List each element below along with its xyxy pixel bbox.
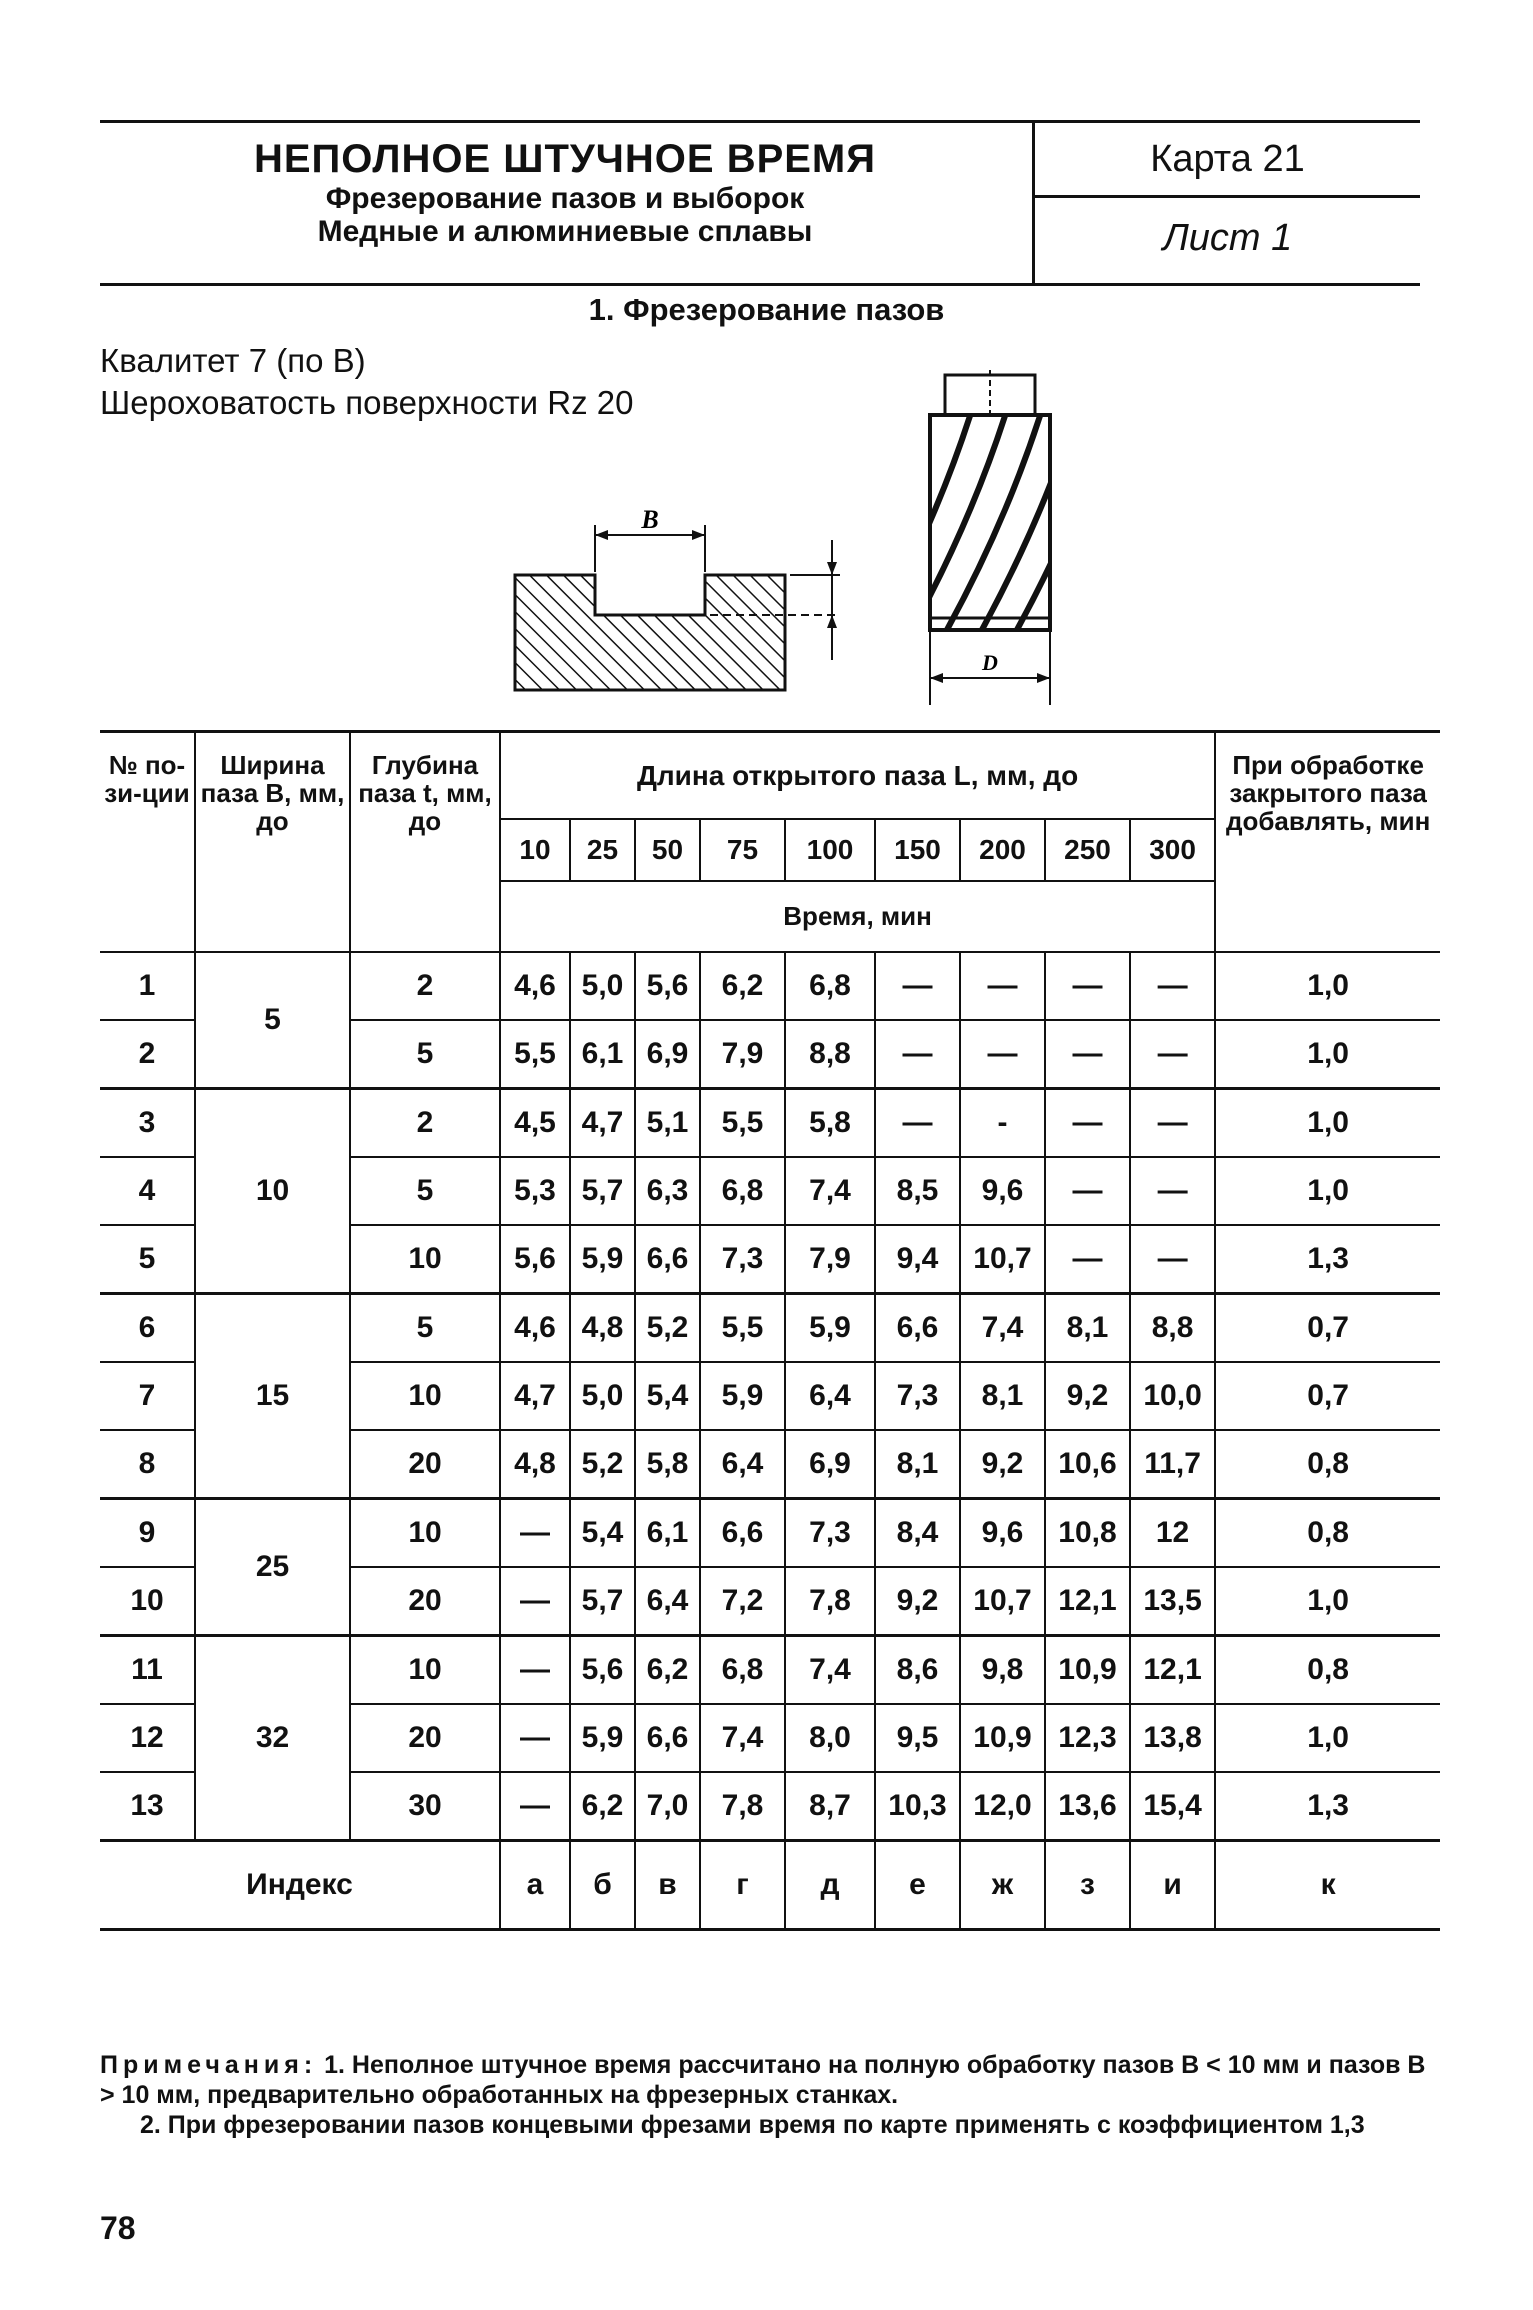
index-cell: а bbox=[500, 1841, 570, 1930]
time-value-cell: 6,1 bbox=[635, 1499, 700, 1568]
time-value-cell: 10,9 bbox=[1045, 1636, 1130, 1705]
slot-sketch bbox=[500, 360, 1120, 710]
header-closed-slot-add: При обработке закрытого паза добавлять, мин bbox=[1215, 732, 1440, 953]
position-cell: 4 bbox=[100, 1157, 195, 1225]
time-value-cell: 4,7 bbox=[570, 1089, 635, 1158]
header-title: НЕПОЛНОЕ ШТУЧНОЕ ВРЕМЯ bbox=[253, 137, 877, 181]
time-value-cell: 7,8 bbox=[785, 1567, 875, 1636]
time-value-cell: 5,8 bbox=[785, 1089, 875, 1158]
table-row bbox=[100, 1294, 1440, 1363]
table-row bbox=[100, 1089, 1440, 1158]
index-cell: ж bbox=[960, 1841, 1045, 1930]
time-value-cell: — bbox=[1130, 1157, 1215, 1225]
time-value-cell: 7,3 bbox=[875, 1362, 960, 1430]
closed-slot-add-cell: 1,0 bbox=[1215, 1157, 1440, 1225]
slot-width-cell: 32 bbox=[195, 1636, 350, 1841]
time-value-cell: — bbox=[500, 1567, 570, 1636]
header-title-block bbox=[100, 123, 1030, 283]
time-value-cell: 5,6 bbox=[500, 1225, 570, 1294]
header-card-block bbox=[1035, 123, 1420, 283]
note-1 bbox=[100, 2050, 1440, 2110]
time-value-cell: 10,7 bbox=[960, 1225, 1045, 1294]
index-cell: г bbox=[700, 1841, 785, 1930]
time-value-cell: 6,6 bbox=[875, 1294, 960, 1363]
time-value-cell: 5,9 bbox=[700, 1362, 785, 1430]
index-cell: е bbox=[875, 1841, 960, 1930]
slot-depth-cell: 20 bbox=[350, 1704, 500, 1772]
header-slot-width: Ширина паза B, мм, до bbox=[195, 732, 350, 953]
time-value-cell: 10,0 bbox=[1130, 1362, 1215, 1430]
index-cell: и bbox=[1130, 1841, 1215, 1930]
time-value-cell: 13,6 bbox=[1045, 1772, 1130, 1841]
time-value-cell: 6,4 bbox=[785, 1362, 875, 1430]
header-subtitle-operation: Фрезерование пазов и выборок bbox=[325, 182, 805, 215]
time-value-cell: 10,3 bbox=[875, 1772, 960, 1841]
time-value-cell: 5,2 bbox=[635, 1294, 700, 1363]
time-value-cell: 9,6 bbox=[960, 1157, 1045, 1225]
card-header bbox=[100, 120, 1420, 286]
time-value-cell: — bbox=[1045, 1089, 1130, 1158]
header-open-slot-length: Длина открытого паза L, мм, до bbox=[500, 732, 1215, 820]
index-cell: д bbox=[785, 1841, 875, 1930]
time-value-cell: 15,4 bbox=[1130, 1772, 1215, 1841]
time-value-cell: 9,4 bbox=[875, 1225, 960, 1294]
header-position: № по-зи-ции bbox=[100, 732, 195, 953]
time-value-cell: — bbox=[500, 1772, 570, 1841]
slot-width-label: B bbox=[641, 505, 659, 534]
time-value-cell: 5,9 bbox=[570, 1704, 635, 1772]
section-title: 1. Фрезерование пазов bbox=[588, 292, 945, 327]
time-value-cell: 5,6 bbox=[635, 952, 700, 1020]
time-value-cell: 9,8 bbox=[960, 1636, 1045, 1705]
time-value-cell: 10,8 bbox=[1045, 1499, 1130, 1568]
time-value-cell: 5,5 bbox=[500, 1020, 570, 1089]
time-value-cell: 5,4 bbox=[570, 1499, 635, 1568]
slot-depth-cell: 5 bbox=[350, 1157, 500, 1225]
length-header-cell: 100 bbox=[785, 819, 875, 881]
position-cell: 6 bbox=[100, 1294, 195, 1363]
time-value-cell: 5,0 bbox=[570, 952, 635, 1020]
time-value-cell: 8,5 bbox=[875, 1157, 960, 1225]
table-row bbox=[100, 952, 1440, 1020]
time-value-cell: 4,8 bbox=[500, 1430, 570, 1499]
note-1-text: 1. Неполное штучное время рассчитано на полную обработку пазов B < 10 мм и пазов B > 10 мм, предварительно обработанных на фрезерных станках. bbox=[100, 2051, 1426, 2109]
time-value-cell: 8,1 bbox=[960, 1362, 1045, 1430]
time-value-cell: 5,4 bbox=[635, 1362, 700, 1430]
closed-slot-add-cell: 1,0 bbox=[1215, 1567, 1440, 1636]
header-slot-depth: Глубина паза t, мм, до bbox=[350, 732, 500, 953]
time-value-cell: — bbox=[1045, 952, 1130, 1020]
position-cell: 2 bbox=[100, 1020, 195, 1089]
closed-slot-add-cell: 1,0 bbox=[1215, 1020, 1440, 1089]
slot-depth-cell: 10 bbox=[350, 1225, 500, 1294]
time-value-cell: 6,2 bbox=[635, 1636, 700, 1705]
time-value-cell: 9,5 bbox=[875, 1704, 960, 1772]
time-value-cell: 9,6 bbox=[960, 1499, 1045, 1568]
index-label: Индекс bbox=[100, 1841, 500, 1930]
time-value-cell: 6,9 bbox=[635, 1020, 700, 1089]
closed-slot-add-cell: 0,8 bbox=[1215, 1499, 1440, 1568]
time-value-cell: 8,1 bbox=[1045, 1294, 1130, 1363]
time-value-cell: 13,5 bbox=[1130, 1567, 1215, 1636]
time-value-cell: 6,3 bbox=[635, 1157, 700, 1225]
time-value-cell: 4,6 bbox=[500, 952, 570, 1020]
time-value-cell: 6,2 bbox=[700, 952, 785, 1020]
length-header-cell: 150 bbox=[875, 819, 960, 881]
time-value-cell: 6,6 bbox=[635, 1704, 700, 1772]
time-value-cell: 4,6 bbox=[500, 1294, 570, 1363]
position-cell: 9 bbox=[100, 1499, 195, 1568]
closed-slot-add-cell: 1,0 bbox=[1215, 1089, 1440, 1158]
time-value-cell: 7,4 bbox=[785, 1157, 875, 1225]
time-value-cell: 6,8 bbox=[700, 1636, 785, 1705]
slot-depth-cell: 10 bbox=[350, 1636, 500, 1705]
time-value-cell: 8,1 bbox=[875, 1430, 960, 1499]
cutter-diameter-label: D bbox=[982, 650, 998, 675]
header-time: Время, мин bbox=[500, 881, 1215, 952]
time-value-cell: 8,6 bbox=[875, 1636, 960, 1705]
time-value-cell: 5,8 bbox=[635, 1430, 700, 1499]
slot-depth-cell: 30 bbox=[350, 1772, 500, 1841]
closed-slot-add-cell: 0,7 bbox=[1215, 1294, 1440, 1363]
time-value-cell: 4,5 bbox=[500, 1089, 570, 1158]
length-header-cell: 75 bbox=[700, 819, 785, 881]
time-value-cell: 5,5 bbox=[700, 1089, 785, 1158]
time-value-cell: 7,4 bbox=[960, 1294, 1045, 1363]
index-cell: б bbox=[570, 1841, 635, 1930]
position-cell: 3 bbox=[100, 1089, 195, 1158]
index-cell: в bbox=[635, 1841, 700, 1930]
time-value-cell: 6,1 bbox=[570, 1020, 635, 1089]
slot-width-cell: 5 bbox=[195, 952, 350, 1089]
slot-depth-cell: 20 bbox=[350, 1430, 500, 1499]
time-value-cell: 12,0 bbox=[960, 1772, 1045, 1841]
slot-depth-cell: 5 bbox=[350, 1294, 500, 1363]
notes-lead: Примечания: bbox=[100, 2051, 318, 2079]
slot-width-cell: 15 bbox=[195, 1294, 350, 1499]
time-value-cell: 7,3 bbox=[785, 1499, 875, 1568]
time-value-cell: — bbox=[1130, 952, 1215, 1020]
surface-roughness: Шероховатость поверхности Rz 20 bbox=[100, 384, 634, 421]
slot-depth-cell: 2 bbox=[350, 952, 500, 1020]
time-value-cell: 5,5 bbox=[700, 1294, 785, 1363]
position-cell: 8 bbox=[100, 1430, 195, 1499]
slot-width-dimension bbox=[595, 505, 705, 572]
time-value-cell: 6,8 bbox=[700, 1157, 785, 1225]
time-value-cell: 6,6 bbox=[635, 1225, 700, 1294]
position-cell: 11 bbox=[100, 1636, 195, 1705]
time-value-cell: 5,2 bbox=[570, 1430, 635, 1499]
slot-depth-cell: 5 bbox=[350, 1020, 500, 1089]
time-value-cell: 8,7 bbox=[785, 1772, 875, 1841]
time-value-cell: — bbox=[875, 952, 960, 1020]
time-value-cell: 5,0 bbox=[570, 1362, 635, 1430]
table-row bbox=[100, 1499, 1440, 1568]
time-value-cell: 8,8 bbox=[785, 1020, 875, 1089]
position-cell: 5 bbox=[100, 1225, 195, 1294]
slot-depth-cell: 10 bbox=[350, 1362, 500, 1430]
closed-slot-add-cell: 1,0 bbox=[1215, 952, 1440, 1020]
position-cell: 7 bbox=[100, 1362, 195, 1430]
time-value-cell: 7,9 bbox=[785, 1225, 875, 1294]
slot-depth-cell: 10 bbox=[350, 1499, 500, 1568]
time-value-cell: 5,6 bbox=[570, 1636, 635, 1705]
closed-slot-add-cell: 1,3 bbox=[1215, 1772, 1440, 1841]
sheet-number: Лист 1 bbox=[1162, 217, 1293, 259]
time-value-cell: 8,0 bbox=[785, 1704, 875, 1772]
time-value-cell: 4,8 bbox=[570, 1294, 635, 1363]
page-number: 78 bbox=[100, 2210, 136, 2246]
closed-slot-add-cell: 0,8 bbox=[1215, 1636, 1440, 1705]
time-value-cell: - bbox=[960, 1089, 1045, 1158]
index-cell: з bbox=[1045, 1841, 1130, 1930]
length-header-cell: 250 bbox=[1045, 819, 1130, 881]
time-value-cell: 7,3 bbox=[700, 1225, 785, 1294]
time-value-cell: 6,8 bbox=[785, 952, 875, 1020]
time-table-body bbox=[100, 952, 1440, 1930]
end-mill-cutter bbox=[860, 370, 1115, 705]
time-value-cell: 12,1 bbox=[1045, 1567, 1130, 1636]
table-row bbox=[100, 1636, 1440, 1705]
time-value-cell: — bbox=[1130, 1089, 1215, 1158]
closed-slot-add-cell: 1,0 bbox=[1215, 1704, 1440, 1772]
position-cell: 12 bbox=[100, 1704, 195, 1772]
index-cell: к bbox=[1215, 1841, 1440, 1930]
time-value-cell: 12,1 bbox=[1130, 1636, 1215, 1705]
time-value-cell: 4,7 bbox=[500, 1362, 570, 1430]
time-value-cell: — bbox=[960, 1020, 1045, 1089]
time-value-cell: 6,2 bbox=[570, 1772, 635, 1841]
time-value-cell: 6,4 bbox=[700, 1430, 785, 1499]
position-cell: 10 bbox=[100, 1567, 195, 1636]
time-value-cell: 11,7 bbox=[1130, 1430, 1215, 1499]
time-value-cell: 10,9 bbox=[960, 1704, 1045, 1772]
closed-slot-add-cell: 1,3 bbox=[1215, 1225, 1440, 1294]
time-value-cell: — bbox=[1130, 1020, 1215, 1089]
time-value-cell: — bbox=[500, 1499, 570, 1568]
time-value-cell: 10,6 bbox=[1045, 1430, 1130, 1499]
time-value-cell: — bbox=[1045, 1157, 1130, 1225]
workpiece-section bbox=[515, 575, 785, 690]
time-value-cell: — bbox=[875, 1089, 960, 1158]
time-value-cell: 7,9 bbox=[700, 1020, 785, 1089]
time-value-cell: — bbox=[1130, 1225, 1215, 1294]
time-value-cell: 12 bbox=[1130, 1499, 1215, 1568]
quality-grade: Квалитет 7 (по В) bbox=[100, 342, 366, 379]
position-cell: 1 bbox=[100, 952, 195, 1020]
time-value-cell: 7,4 bbox=[785, 1636, 875, 1705]
time-table bbox=[100, 730, 1440, 1931]
time-table-wrapper bbox=[100, 730, 1440, 1931]
time-value-cell: 5,3 bbox=[500, 1157, 570, 1225]
time-value-cell: 5,9 bbox=[570, 1225, 635, 1294]
time-value-cell: 5,7 bbox=[570, 1157, 635, 1225]
time-value-cell: 12,3 bbox=[1045, 1704, 1130, 1772]
position-cell: 13 bbox=[100, 1772, 195, 1841]
time-value-cell: 10,7 bbox=[960, 1567, 1045, 1636]
time-value-cell: — bbox=[500, 1636, 570, 1705]
index-row bbox=[100, 1841, 1440, 1930]
time-value-cell: 9,2 bbox=[875, 1567, 960, 1636]
time-value-cell: — bbox=[960, 952, 1045, 1020]
header-subtitle-material: Медные и алюминиевые сплавы bbox=[317, 215, 813, 248]
slot-depth-cell: 20 bbox=[350, 1567, 500, 1636]
time-value-cell: 7,8 bbox=[700, 1772, 785, 1841]
time-value-cell: — bbox=[875, 1020, 960, 1089]
time-value-cell: 7,4 bbox=[700, 1704, 785, 1772]
length-header-cell: 25 bbox=[570, 819, 635, 881]
length-header-cell: 300 bbox=[1130, 819, 1215, 881]
note-2: 2. При фрезеровании пазов концевыми фрезами время по карте применять с коэффициентом 1,3 bbox=[140, 2111, 1365, 2139]
closed-slot-add-cell: 0,8 bbox=[1215, 1430, 1440, 1499]
time-value-cell: 5,9 bbox=[785, 1294, 875, 1363]
time-value-cell: 5,1 bbox=[635, 1089, 700, 1158]
slot-width-cell: 25 bbox=[195, 1499, 350, 1636]
time-value-cell: 7,0 bbox=[635, 1772, 700, 1841]
time-value-cell: 9,2 bbox=[960, 1430, 1045, 1499]
time-value-cell: 5,7 bbox=[570, 1567, 635, 1636]
slot-depth-cell: 2 bbox=[350, 1089, 500, 1158]
time-value-cell: 13,8 bbox=[1130, 1704, 1215, 1772]
time-value-cell: 7,2 bbox=[700, 1567, 785, 1636]
card-number: Карта 21 bbox=[1035, 123, 1420, 198]
time-value-cell: 8,8 bbox=[1130, 1294, 1215, 1363]
time-value-cell: 6,9 bbox=[785, 1430, 875, 1499]
time-value-cell: 8,4 bbox=[875, 1499, 960, 1568]
time-value-cell: — bbox=[500, 1704, 570, 1772]
notes-block bbox=[100, 2050, 1440, 2140]
closed-slot-add-cell: 0,7 bbox=[1215, 1362, 1440, 1430]
length-header-cell: 10 bbox=[500, 819, 570, 881]
time-value-cell: 9,2 bbox=[1045, 1362, 1130, 1430]
time-value-cell: 6,4 bbox=[635, 1567, 700, 1636]
length-header-cell: 200 bbox=[960, 819, 1045, 881]
length-header-cell: 50 bbox=[635, 819, 700, 881]
slot-width-cell: 10 bbox=[195, 1089, 350, 1294]
time-value-cell: — bbox=[1045, 1225, 1130, 1294]
time-value-cell: — bbox=[1045, 1020, 1130, 1089]
time-value-cell: 6,6 bbox=[700, 1499, 785, 1568]
